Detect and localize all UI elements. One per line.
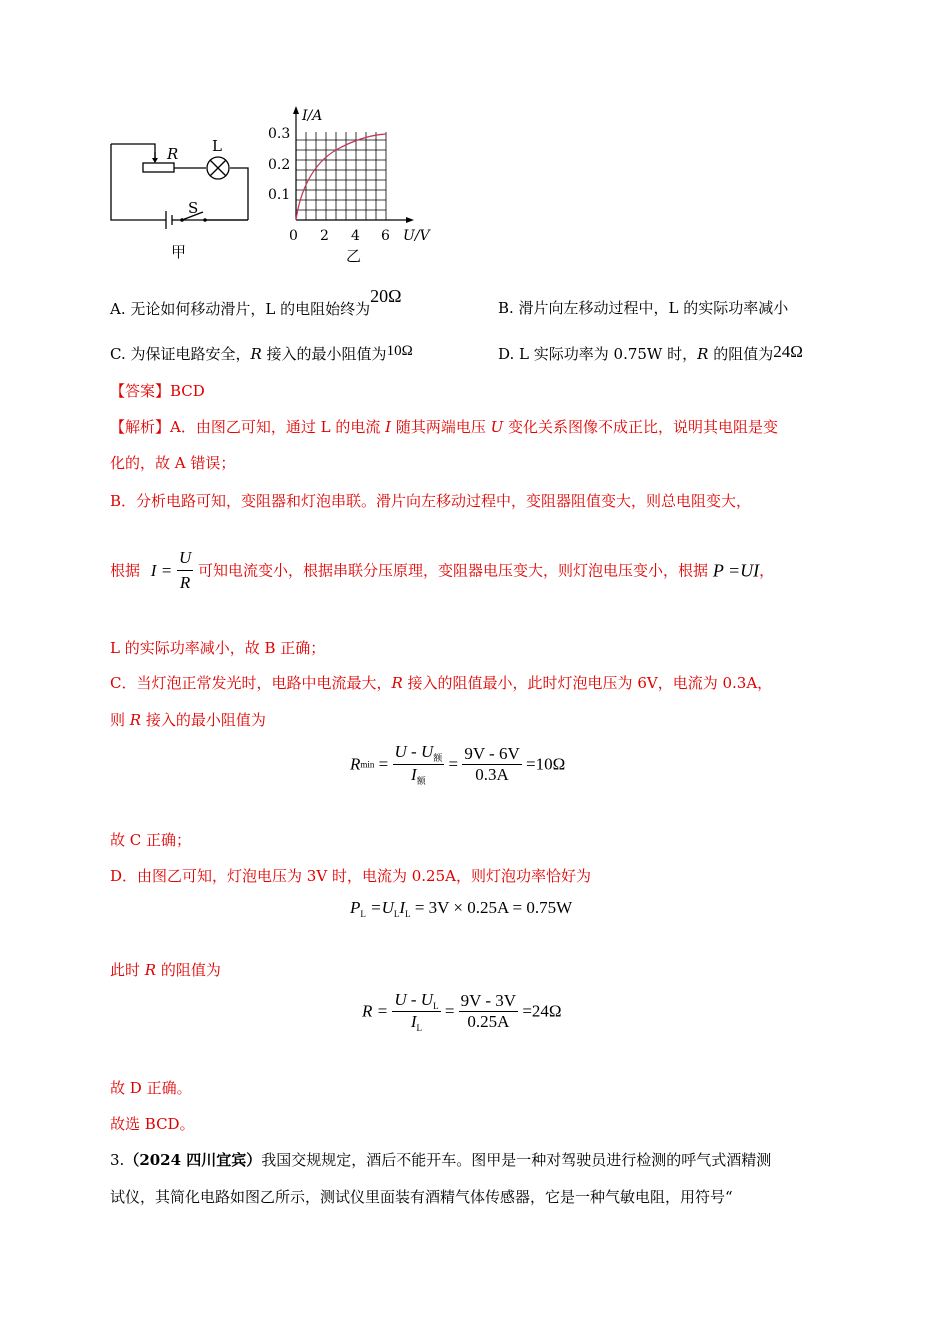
y-tick: 0.1 <box>268 187 291 203</box>
label-s: S <box>188 199 199 217</box>
y-tick: 0.3 <box>268 126 291 142</box>
analysis-a-line2: 化的，故 A 错误； <box>110 454 236 472</box>
analysis-c-line2: 则 R 接入的最小阻值为 <box>110 711 266 729</box>
graph-caption: 乙 <box>346 247 362 265</box>
option-a: A. 无论如何移动滑片，L 的电阻始终为20Ω <box>110 286 402 318</box>
question-3-line2: 试仪，其简化电路如图乙所示，测试仪里面装有酒精气体传感器，它是一种气敏电阻，用符号“ <box>110 1188 733 1206</box>
option-c: C. 为保证电路安全，R 接入的最小阻值为10Ω <box>110 343 413 363</box>
analysis-d-line3: 故 D 正确。 <box>110 1079 192 1097</box>
analysis-b-line1: B．分析电路可知，变阻器和灯泡串联。滑片向左移动过程中，变阻器阻值变大，则总电阻变大， <box>110 492 752 510</box>
option-d: D. L 实际功率为 0.75W 时，R 的阻值为24Ω <box>498 342 803 363</box>
option-d-value: 24Ω <box>773 342 803 361</box>
analysis-d-line1: D．由图乙可知，灯泡电压为 3V 时，电流为 0.25A，则灯泡功率恰好为 <box>110 867 591 885</box>
x-tick: 6 <box>381 228 390 244</box>
x-tick: 4 <box>351 228 360 244</box>
y-axis-label: I/A <box>302 108 323 124</box>
analysis-c-line1: C．当灯泡正常发光时，电路中电流最大，R 接入的阻值最小，此时灯泡电压为 6V，电流为 0.3A， <box>110 674 773 692</box>
analysis-d-line2: 此时 R 的阻值为 <box>110 961 221 979</box>
y-tick: 0.2 <box>268 157 291 173</box>
circuit-caption: 甲 <box>171 243 187 261</box>
analysis-a-line1: 【解析】A．由图乙可知，通过 L 的电流 I 随其两端电压 U 变化关系图像不成正比，说明其电阻是变 <box>110 418 779 436</box>
analysis-final: 故选 BCD。 <box>110 1115 195 1133</box>
option-b: B. 滑片向左移动过程中，L 的实际功率减小 <box>498 299 789 317</box>
x-tick: 0 <box>289 228 298 244</box>
equation-r-min: Rmin = $\frac{U - U_额}{I_额}$ = $\frac{9V - 6V}{0.3A}$ =10Ω <box>350 742 566 786</box>
x-tick: 2 <box>320 228 329 244</box>
equation-r: R = $\frac{U - U_L}{I_L}$ = $\frac{9V - 3V}{0.25A}$ =24Ω <box>362 990 562 1033</box>
analysis-c-line3: 故 C 正确； <box>110 831 192 849</box>
option-a-value: 20Ω <box>370 286 402 306</box>
option-c-value: 10Ω <box>386 343 413 359</box>
label-r: R <box>167 145 179 163</box>
fraction-u-over-r: $\frac{U}{R}$ <box>177 546 193 595</box>
question-3-line1: 3.（2024 四川宜宾）我国交规规定，酒后不能开车。图甲是一种对驾驶员进行检测的呼气式酒精测 <box>110 1151 772 1169</box>
x-axis-label: U/V <box>403 228 430 244</box>
equation-power: $P_L =U_LI_L = 3V \times 0.25A = 0.75W$ <box>350 898 573 919</box>
label-l: L <box>212 137 222 155</box>
analysis-b-line3: L 的实际功率减小，故 B 正确； <box>110 639 326 657</box>
analysis-b-line2: 根据 I = $\frac{U}{R}$ 可知电流变小，根据串联分压原理，变阻器电压变大，则灯泡电压变小，根据 P =UI， <box>110 546 774 595</box>
answer: 【答案】BCD <box>110 382 205 400</box>
